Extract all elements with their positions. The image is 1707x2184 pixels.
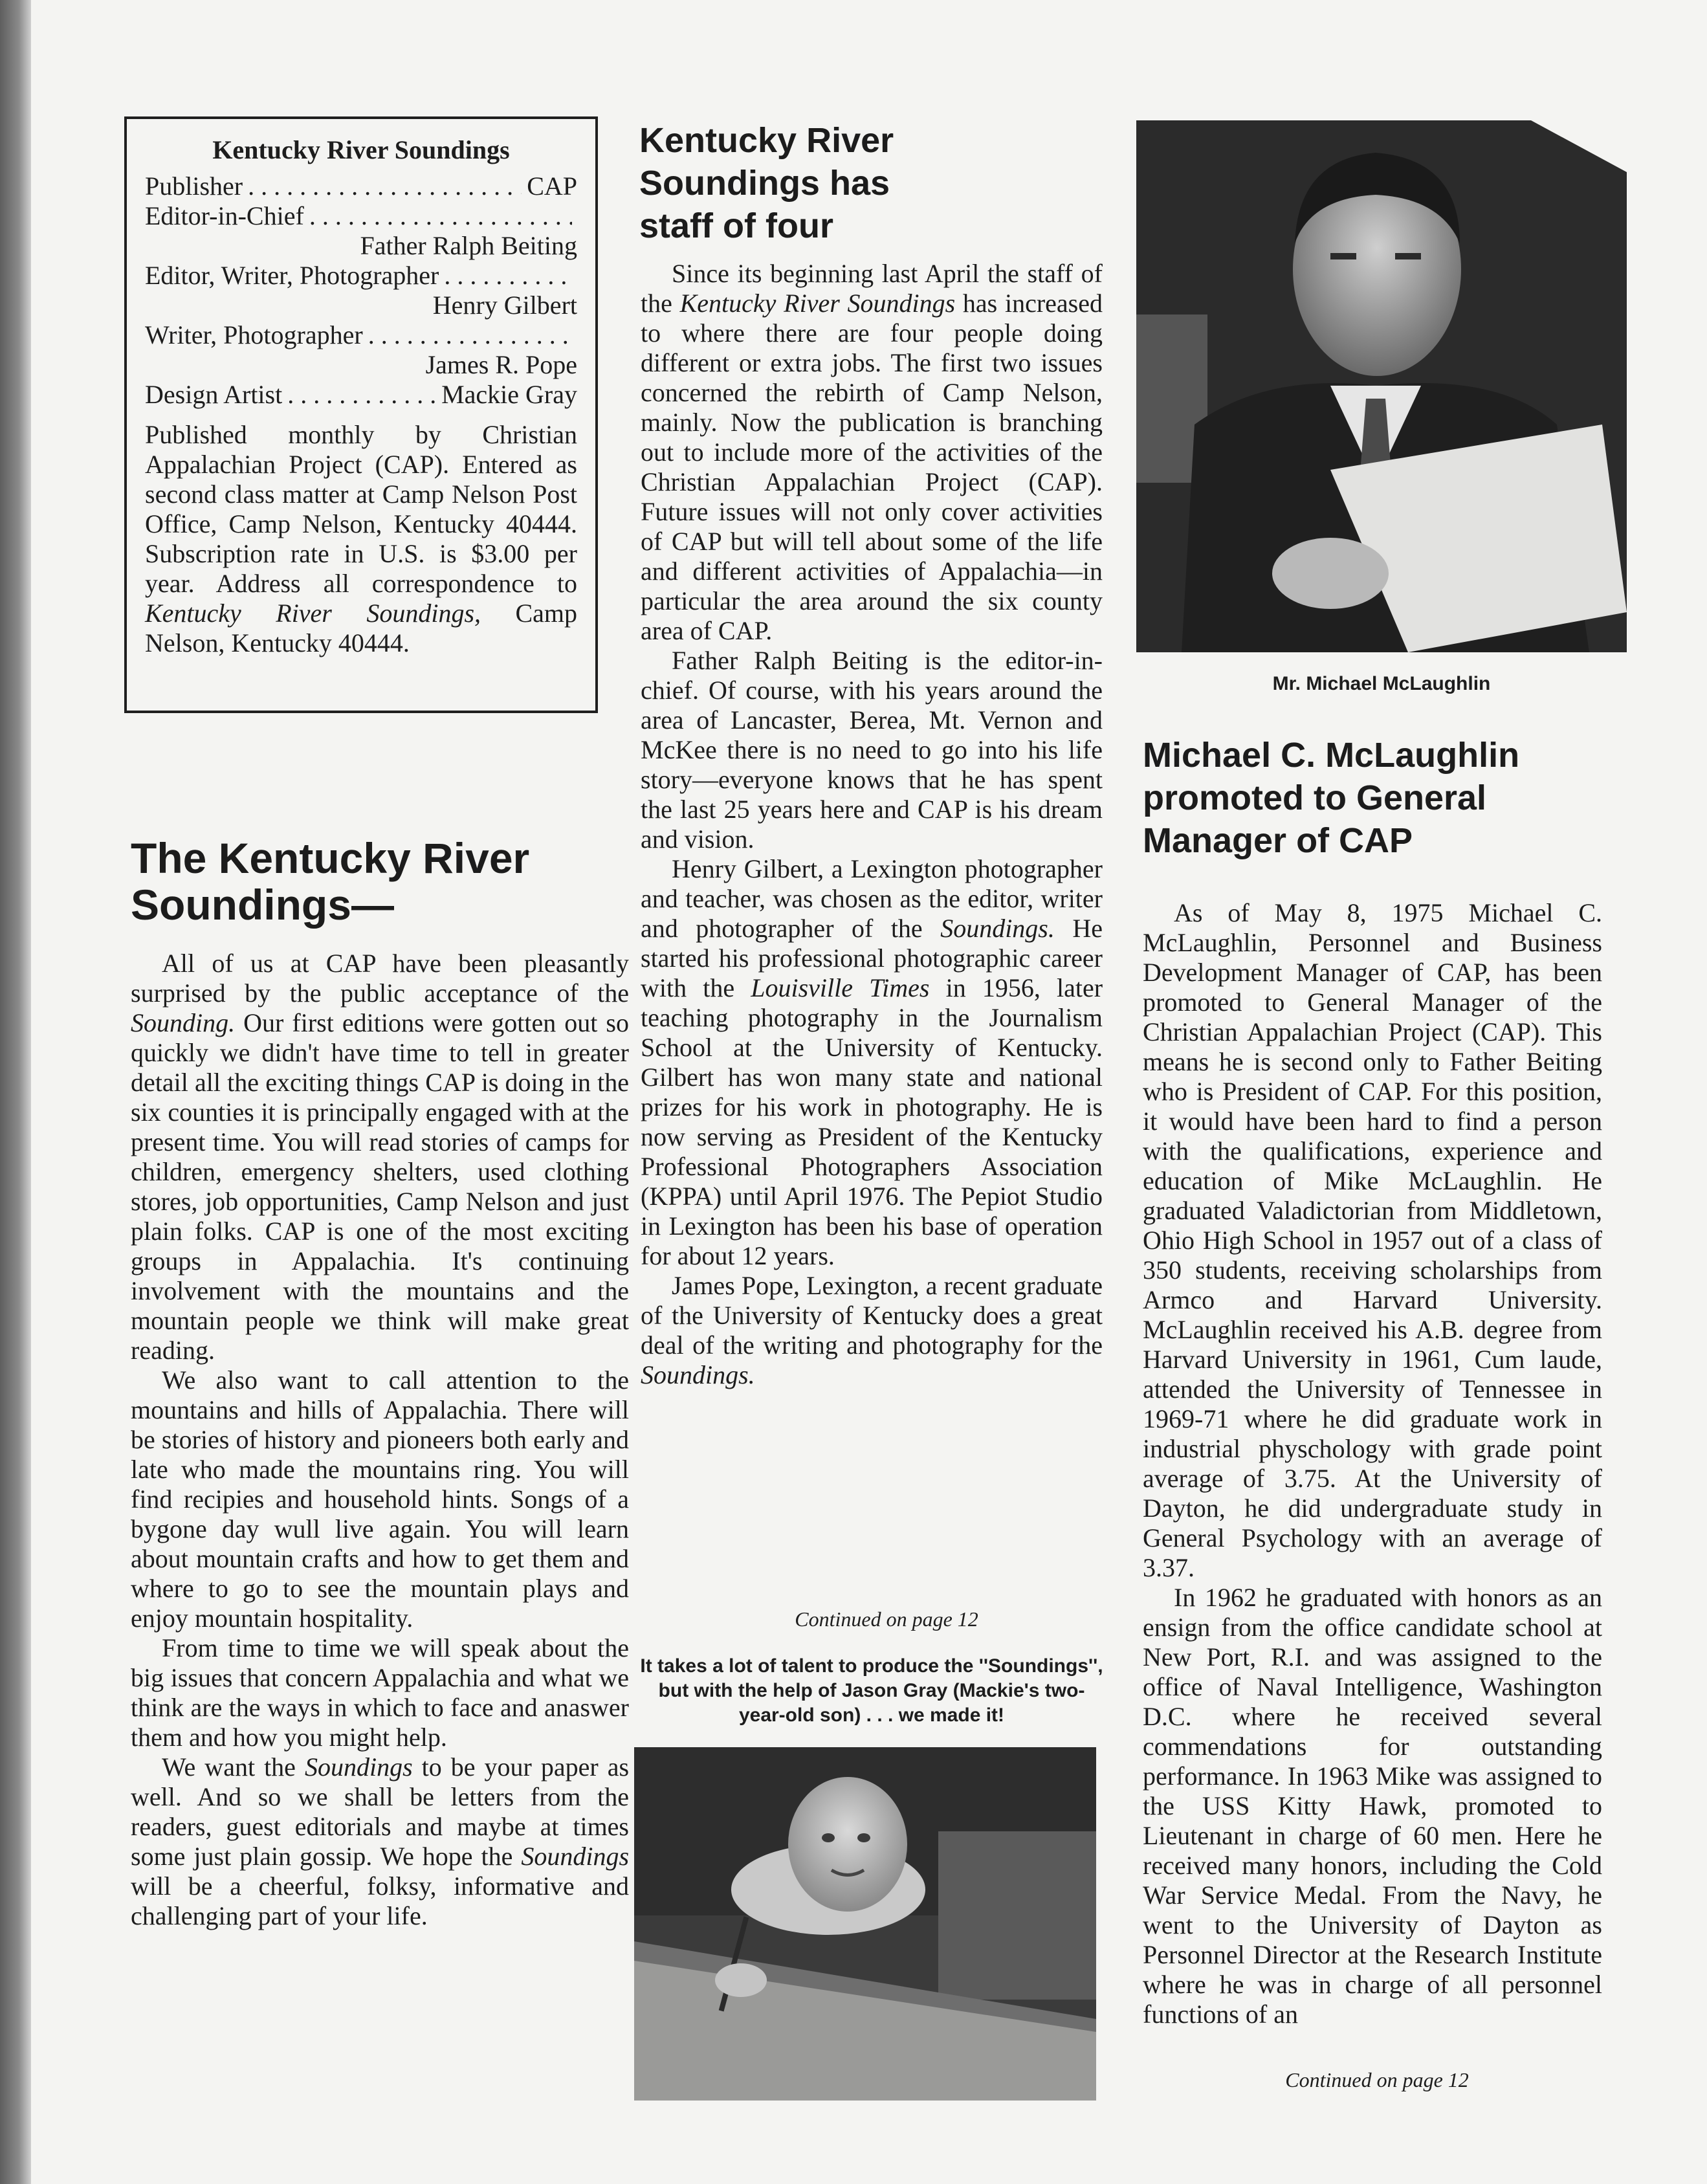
paragraph: Father Ralph Beiting is the editor-in-chief. Of course, with his years around the area of Lancaster, Berea, Mt. Vernon and McKee there is no need to go into his life story—everyone knows that he has spent the last 25 years here and CAP is his dream and vision. <box>641 646 1103 854</box>
binding-gutter <box>0 0 31 2184</box>
role-name: Mackie Gray <box>441 380 577 409</box>
left-headline: The Kentucky River Soundings— <box>131 834 530 929</box>
masthead-box <box>124 116 598 713</box>
middle-article-body <box>641 259 1103 1390</box>
continued-note: Continued on page 12 <box>795 1607 978 1631</box>
portrait-photo <box>1136 120 1627 652</box>
masthead-row-publisher <box>145 171 577 201</box>
continued-note: Continued on page 12 <box>1285 2068 1469 2091</box>
role-label: Design Artist <box>145 380 283 409</box>
paragraph: Since its beginning last April the staff of the Kentucky River Soundings has increased to where there are four people doing different or extra jobs. The first two issues concerned the rebirth of Camp Nelson, mainly. Now the publication is branching out to include more of the activities of the Christian Appalachian Project (CAP). Future issues will not only cover activities of CAP but will tell about some of the life and different activities of Appalachia—in particular the area around the six county area of CAP. <box>641 259 1103 645</box>
role-label: Writer, Photographer <box>145 320 363 349</box>
newspaper-page <box>31 0 1707 2184</box>
paragraph: All of us at CAP have been pleasantly surprised by the public acceptance of the Sounding. Our first editions were gotten out so quickly we didn't have time to tell in greater detail all the exciting things CAP is doing in the six counties it is principally engaged with at the present time. You will read stories of camps for children, emergency shelters, used clothing stores, job opportunities, Camp Nelson and just plain folks. CAP is one of the most exciting groups in Appalachia. It's continuing involvement with the mountains and the mountain people we think will make great reading. <box>131 949 629 1365</box>
publication-notice: Published monthly by Christian Appalachian Project (CAP). Entered as second class matter at Camp Nelson Post Office, Camp Nelson, Kentucky 40444. Subscription rate in U.S. is $3.00 per year. Address all correspondence to Kentucky River Soundings, Camp Nelson, Kentucky 40444. <box>145 420 578 657</box>
role-label: Editor-in-Chief <box>145 201 304 230</box>
right-article-body <box>1143 898 1602 2029</box>
paragraph: We also want to call attention to the mountains and hills of Appalachia. There will be stories of history and pioneers both early and late who made the mountains ring. You will find recipies and household hints. Songs of a bygone day wull live again. You will learn about mountain crafts and how to get them and where to go to see the mountain plays and enjoy mountain hospitality. <box>131 1365 629 1633</box>
masthead-row-editor-in-chief <box>145 201 577 231</box>
role-name: James R. Pope <box>425 350 577 379</box>
paragraph: We want the Soundings to be your paper as well. And so we shall be letters from the readers, guest editorials and maybe at times some just plain gossip. We hope the Soundings will be a cheerful, folksy, informative and challenging part of your life. <box>131 1752 630 1930</box>
left-article-body <box>131 949 629 1931</box>
child-photo-caption: It takes a lot of talent to produce the ''Soundings'', but with the help of Jason Gray (Mackie's two-year-old son) . . . we made it! <box>640 1655 1103 1726</box>
masthead-row-editor-writer <box>145 261 577 291</box>
paragraph: From time to time we will speak about the big issues that concern Appalachia and what we think are the ways in which to face and anaswer them and how you might help. <box>131 1633 629 1752</box>
masthead-row-design <box>145 380 577 410</box>
child-photo-illustration <box>634 1747 1096 2101</box>
role-name: Henry Gilbert <box>432 291 577 320</box>
role-name: Father Ralph Beiting <box>360 231 577 260</box>
masthead-row-writer <box>145 320 577 350</box>
portrait-illustration <box>1136 120 1627 652</box>
child-photo <box>634 1747 1096 2101</box>
paragraph: As of May 8, 1975 Michael C. McLaughlin, Personnel and Business Development Manager of CAP, has been promoted to General Manager of the Christian Appalachian Project (CAP). This means he is second only to Father Beiting who is President of CAP. For this position, it would have been hard to find a person with the qualifications, experience and education of Mike McLaughlin. He graduated Valadictorian from Middletown, Ohio High School in 1957 out of a class of 350 students, receiving scholarships from Armco and Harvard University. McLaughlin received his A.B. degree from Harvard University in 1961, Cum laude, attended the University of Tennessee in 1969-71 where he did graduate work in industrial physchology with grade point average of 3.75. At the University of Dayton, he did undergraduate study in General Psychology with an average of 3.37. <box>1143 898 1602 1582</box>
role-label: Editor, Writer, Photographer <box>145 261 439 290</box>
right-headline: Michael C. McLaughlin promoted to General Manager of CAP <box>1143 736 1520 860</box>
masthead-title: Kentucky River Soundings <box>212 135 510 164</box>
portrait-caption: Mr. Michael McLaughlin <box>1272 673 1491 694</box>
paragraph: James Pope, Lexington, a recent graduate of the University of Kentucky does a great deal of the writing and photography for the Soundings. <box>641 1271 1103 1389</box>
role-label: Publisher <box>145 171 243 201</box>
role-name: CAP <box>527 171 577 201</box>
paragraph: Henry Gilbert, a Lexington photographer and teacher, was chosen as the editor, writer and photographer of the Soundings. He started his professional photographic career with the Louisville Times in 1956, later teaching photography in the Journalism School at the University of Kentucky. Gilbert has won many state and national prizes for his work in photography. He is now serving as President of the Kentucky Professional Photographers Association (KPPA) until April 1976. The Pepiot Studio in Lexington has been his base of operation for about 12 years. <box>641 854 1103 1270</box>
paragraph: In 1962 he graduated with honors as an ensign from the office candidate school at New Port, R.I. and was assigned to the office of Naval Intelligence, Washington D.C. where he received several commendations for outstanding performance. In 1963 Mike was assigned to the USS Kitty Hawk, promoted to Lieutenant in charge of 60 men. Here he received many honors, including the Cold War Service Medal. From the Navy, he went to the University of Dayton as Personnel Director at the Research Institute where he was in charge of all personnel functions of an <box>1143 1583 1602 2029</box>
middle-headline: Kentucky River Soundings has staff of four <box>639 121 894 245</box>
